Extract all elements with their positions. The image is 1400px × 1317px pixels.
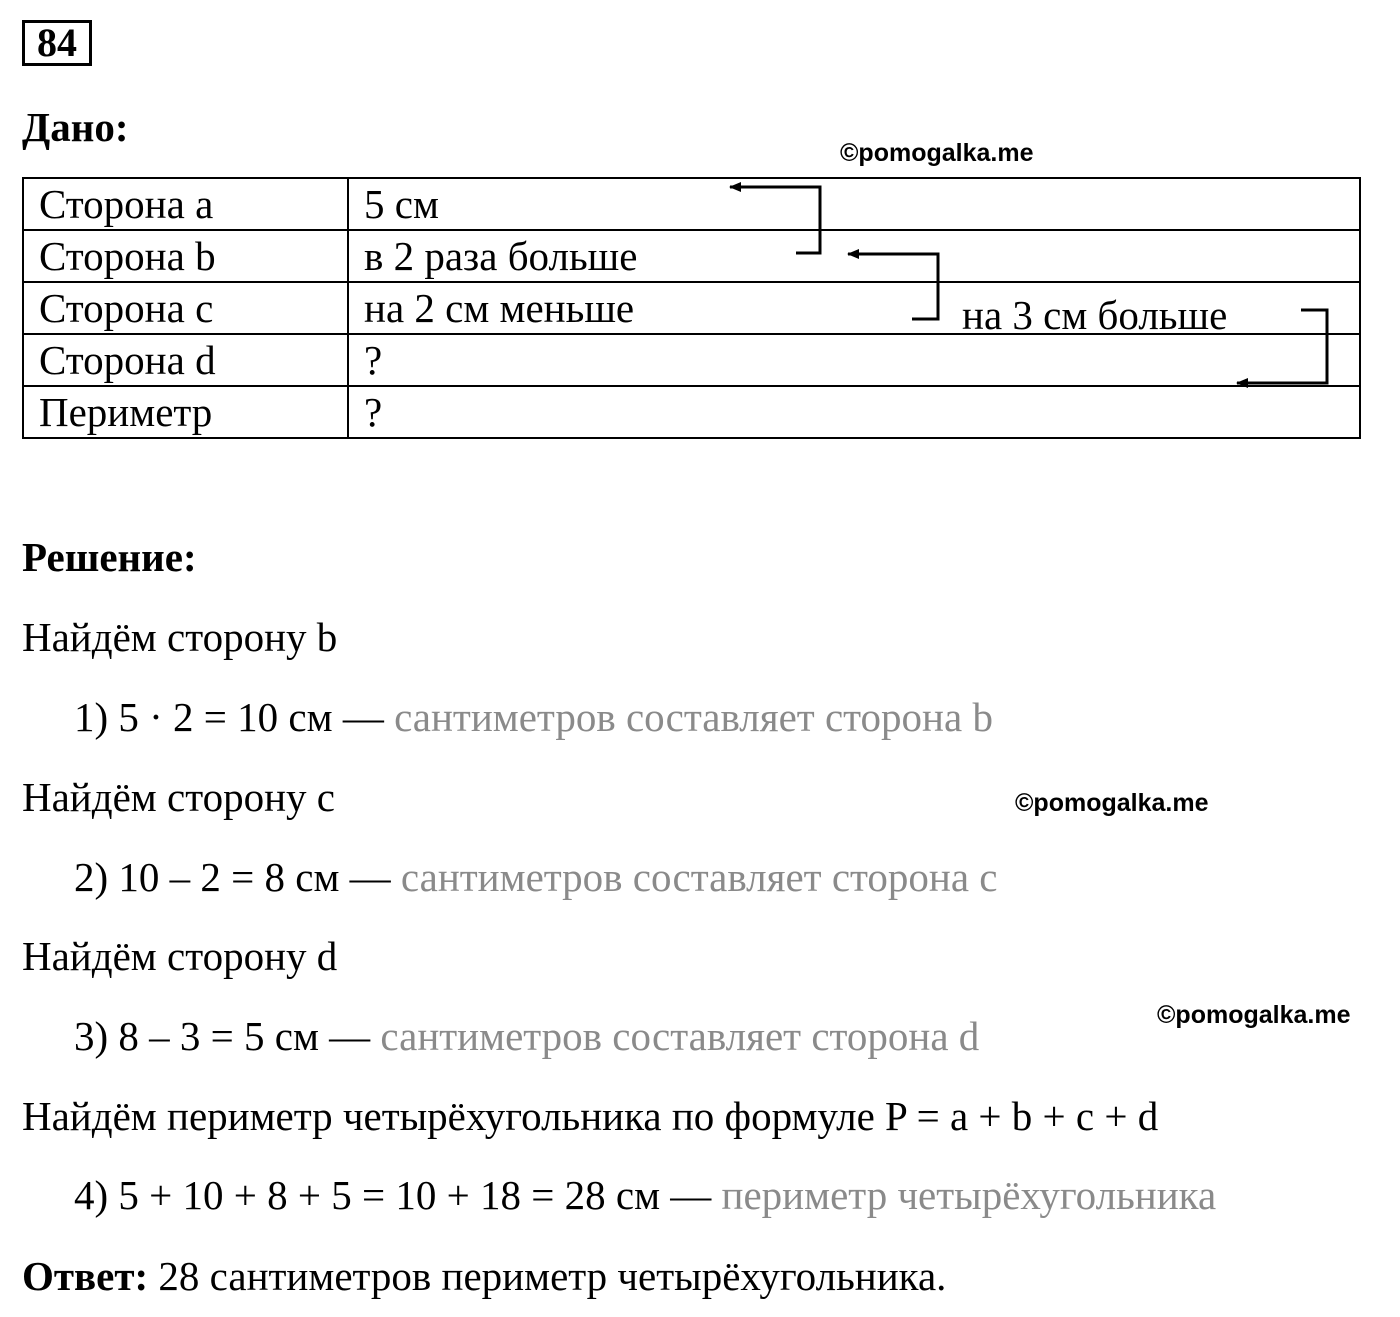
step-line xyxy=(74,693,993,741)
watermark: ©pomogalka.me xyxy=(1015,789,1209,817)
step-dash: — xyxy=(349,854,391,900)
answer xyxy=(22,1252,946,1300)
step-calc: 1) 5 · 2 = 10 см xyxy=(74,694,333,740)
row-label: Сторона c xyxy=(23,282,348,334)
watermark: ©pomogalka.me xyxy=(840,139,1034,167)
row-label: Сторона b xyxy=(23,230,348,282)
arrow-b-to-a xyxy=(730,187,820,253)
solution-heading: Решение: xyxy=(22,534,197,580)
step-dash: — xyxy=(670,1172,712,1218)
step-line xyxy=(74,1012,979,1060)
step-calc: 3) 8 – 3 = 5 см xyxy=(74,1013,319,1059)
row-value: в 2 раза больше xyxy=(348,230,1360,282)
arrow-c-to-b xyxy=(848,254,938,319)
step-intro: Найдём сторону c xyxy=(22,774,335,820)
watermark: ©pomogalka.me xyxy=(1157,1001,1351,1029)
step-intro: Найдём сторону b xyxy=(22,614,338,660)
row-label: Сторона a xyxy=(23,178,348,230)
row-value: на 2 см меньше xyxy=(348,282,1360,334)
row-value: ? xyxy=(348,386,1360,438)
answer-label: Ответ: xyxy=(22,1253,149,1299)
step-comment: периметр четырёхугольника xyxy=(721,1172,1217,1218)
step-intro: Найдём сторону d xyxy=(22,933,338,979)
arrow-note-to-d xyxy=(1237,310,1327,383)
step-calc: 4) 5 + 10 + 8 + 5 = 10 + 18 = 28 см xyxy=(74,1172,661,1218)
arrow-note: на 3 см больше xyxy=(962,292,1228,338)
step-line xyxy=(74,1171,1216,1219)
row-label: Периметр xyxy=(23,386,348,438)
step-intro: Найдём периметр четырёхугольника по формуле P = a + b + c + d xyxy=(22,1093,1159,1139)
row-label: Сторона d xyxy=(23,334,348,386)
task-number: 84 xyxy=(22,20,92,66)
given-heading: Дано: xyxy=(22,104,129,150)
step-calc: 2) 10 – 2 = 8 см xyxy=(74,854,340,900)
row-value: 5 см xyxy=(348,178,1360,230)
step-comment: сантиметров составляет сторона d xyxy=(380,1013,980,1059)
step-comment: сантиметров составляет сторона b xyxy=(394,694,993,740)
step-dash: — xyxy=(342,694,384,740)
step-comment: сантиметров составляет сторона c xyxy=(400,854,998,900)
step-line xyxy=(74,853,997,901)
row-value: ? xyxy=(348,334,1360,386)
step-dash: — xyxy=(329,1013,371,1059)
relation-arrows xyxy=(0,0,1400,460)
answer-text: 28 сантиметров периметр четырёхугольника. xyxy=(158,1253,947,1299)
